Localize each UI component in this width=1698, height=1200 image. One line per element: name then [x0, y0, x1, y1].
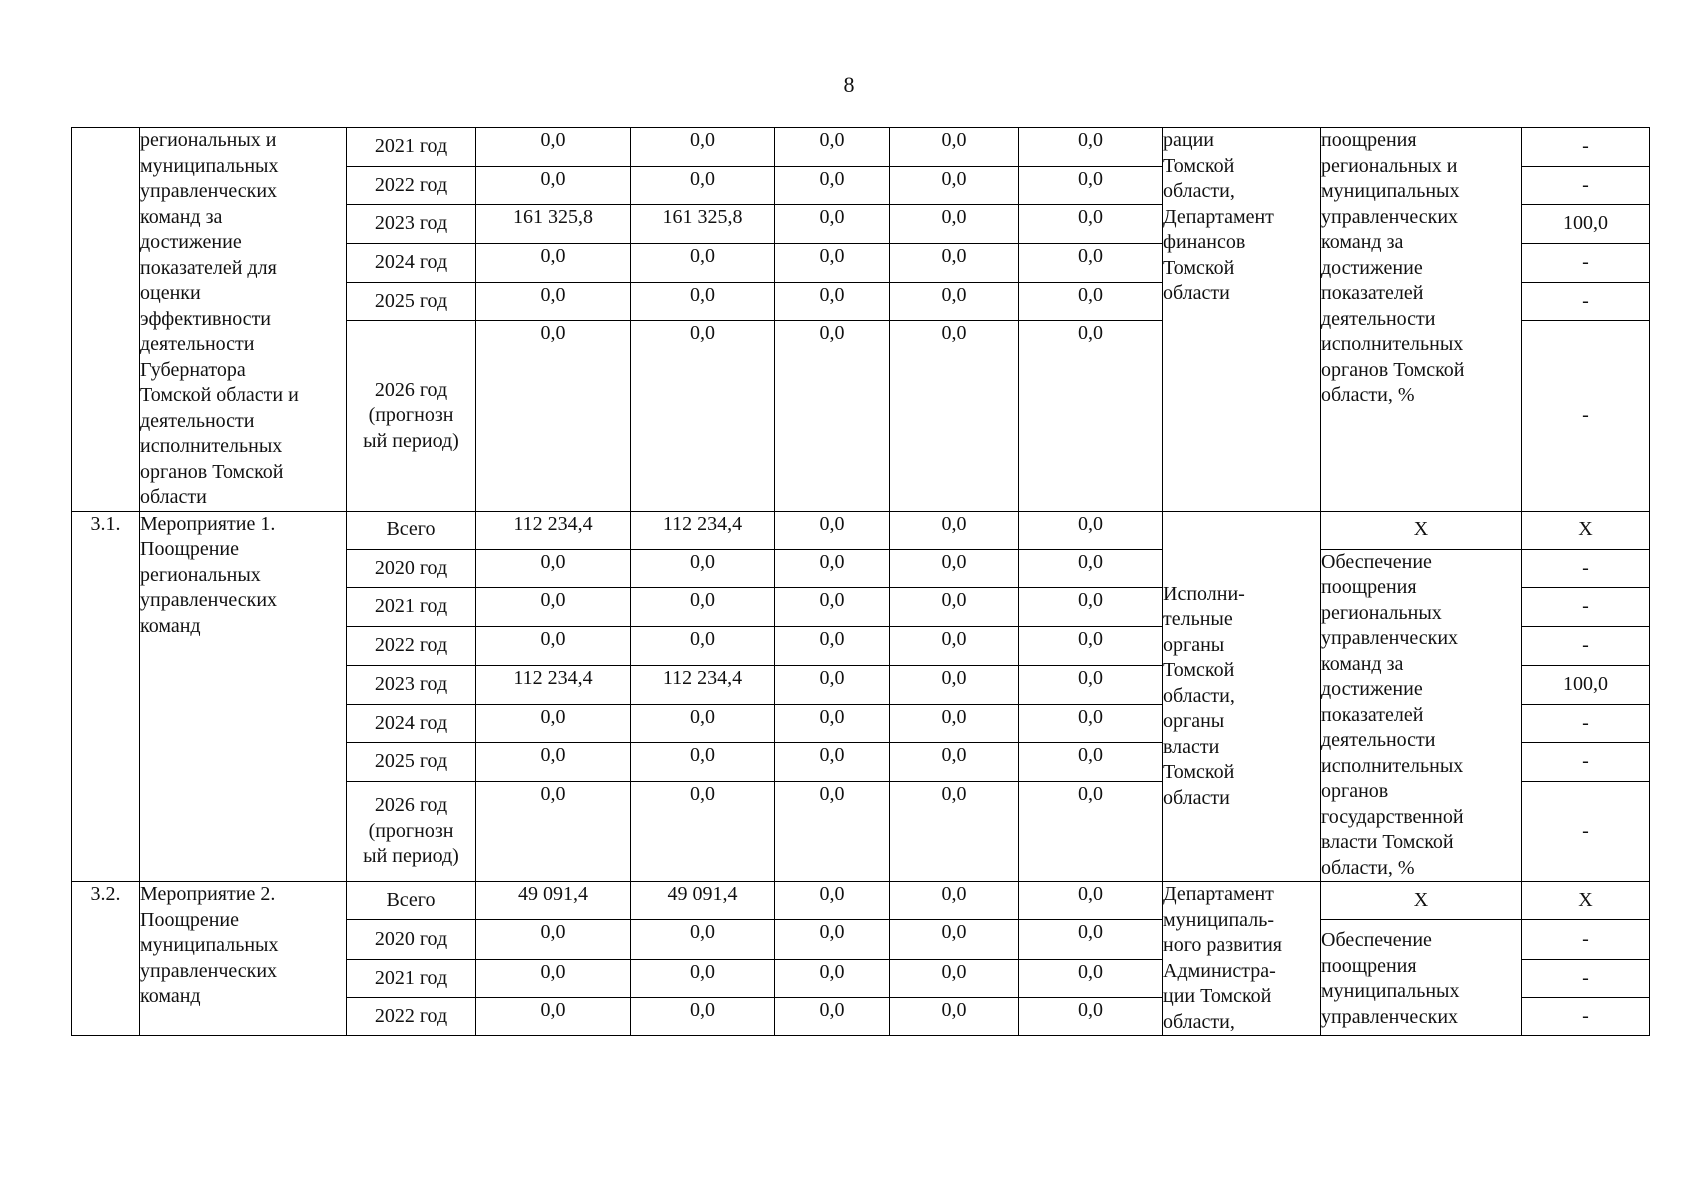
budget-cell: 0,0 [775, 128, 890, 167]
budget-cell: 0,0 [1019, 882, 1163, 920]
budget-cell: 0,0 [775, 549, 890, 588]
budget-cell: 0,0 [631, 960, 775, 998]
period-cell: 2021 год [347, 128, 476, 167]
table-row [72, 882, 1650, 920]
budget-cell: 0,0 [1019, 920, 1163, 960]
total-cell: 0,0 [476, 282, 631, 321]
budget-cell: 0,0 [775, 782, 890, 882]
budget-cell: 0,0 [631, 128, 775, 167]
total-cell: 0,0 [476, 920, 631, 960]
indicator-header: Х [1321, 511, 1522, 549]
budget-cell: 0,0 [890, 665, 1019, 704]
table-row [72, 511, 1650, 549]
total-cell: 49 091,4 [476, 882, 631, 920]
indicator-value: - [1522, 920, 1650, 960]
budget-cell: 0,0 [1019, 166, 1163, 205]
budget-cell: 0,0 [890, 960, 1019, 998]
total-cell: 0,0 [476, 321, 631, 511]
total-cell: 0,0 [476, 243, 631, 282]
budget-cell: 0,0 [775, 743, 890, 782]
budget-table [71, 127, 1650, 1036]
budget-cell: 0,0 [631, 627, 775, 666]
executor-cell: Исполни- тельные органы Томской области, органы власти Томской области [1163, 511, 1321, 882]
budget-cell: 0,0 [631, 321, 775, 511]
indicator-header-value: Х [1522, 882, 1650, 920]
budget-cell: 0,0 [1019, 960, 1163, 998]
budget-cell: 0,0 [775, 166, 890, 205]
period-cell: 2022 год [347, 627, 476, 666]
section-index: 3.1. [72, 511, 140, 882]
budget-cell: 0,0 [1019, 321, 1163, 511]
indicator-value: 100,0 [1522, 665, 1650, 704]
period-cell: 2025 год [347, 282, 476, 321]
budget-cell: 49 091,4 [631, 882, 775, 920]
budget-cell: 0,0 [890, 282, 1019, 321]
budget-cell: 0,0 [1019, 665, 1163, 704]
budget-cell: 0,0 [631, 166, 775, 205]
indicator-header-value: Х [1522, 511, 1650, 549]
budget-cell: 0,0 [775, 665, 890, 704]
budget-cell: 0,0 [631, 588, 775, 627]
budget-cell: 0,0 [631, 782, 775, 882]
budget-cell: 0,0 [890, 920, 1019, 960]
budget-cell: 0,0 [1019, 511, 1163, 549]
budget-cell: 0,0 [775, 282, 890, 321]
indicator-value: - [1522, 782, 1650, 882]
total-cell: 0,0 [476, 960, 631, 998]
budget-cell: 0,0 [631, 243, 775, 282]
budget-cell: 0,0 [775, 998, 890, 1036]
total-cell: 161 325,8 [476, 205, 631, 244]
budget-cell: 0,0 [890, 128, 1019, 167]
period-cell: 2020 год [347, 549, 476, 588]
total-cell: 0,0 [476, 743, 631, 782]
budget-cell: 0,0 [631, 704, 775, 743]
indicator-value: - [1522, 627, 1650, 666]
indicator-cell: поощрения региональных и муниципальных управленческих команд за достижение показателей деятельности исполнительных органов Томской области, % [1321, 128, 1522, 512]
period-cell: 2022 год [347, 998, 476, 1036]
budget-cell: 0,0 [1019, 205, 1163, 244]
budget-cell: 0,0 [1019, 627, 1163, 666]
budget-cell: 0,0 [631, 549, 775, 588]
total-cell: 0,0 [476, 588, 631, 627]
budget-cell: 0,0 [890, 743, 1019, 782]
budget-cell: 0,0 [1019, 243, 1163, 282]
budget-cell: 0,0 [775, 882, 890, 920]
table-row [72, 128, 1650, 167]
period-cell: 2020 год [347, 920, 476, 960]
period-cell: Всего [347, 882, 476, 920]
budget-cell: 0,0 [775, 920, 890, 960]
budget-cell: 0,0 [1019, 998, 1163, 1036]
budget-cell: 0,0 [1019, 282, 1163, 321]
section-index: 3.2. [72, 882, 140, 1036]
total-cell: 0,0 [476, 128, 631, 167]
budget-cell: 0,0 [775, 704, 890, 743]
period-cell: 2026 год (прогнозн ый период) [347, 782, 476, 882]
budget-cell: 0,0 [890, 205, 1019, 244]
budget-cell: 0,0 [890, 243, 1019, 282]
total-cell: 0,0 [476, 782, 631, 882]
total-cell: 0,0 [476, 549, 631, 588]
budget-cell: 112 234,4 [631, 511, 775, 549]
period-cell: 2023 год [347, 205, 476, 244]
total-cell: 0,0 [476, 166, 631, 205]
total-cell: 0,0 [476, 998, 631, 1036]
executor-cell: рации Томской области, Департамент финансов Томской области [1163, 128, 1321, 512]
budget-cell: 0,0 [775, 627, 890, 666]
period-cell: 2024 год [347, 704, 476, 743]
budget-cell: 0,0 [890, 998, 1019, 1036]
indicator-value: - [1522, 998, 1650, 1036]
executor-cell: Департамент муниципаль- ного развития Администра- ции Томской области, [1163, 882, 1321, 1036]
section-name: Мероприятие 1. Поощрение региональных управленческих команд [140, 511, 347, 882]
total-cell: 0,0 [476, 627, 631, 666]
budget-cell: 0,0 [775, 243, 890, 282]
section-name: региональных и муниципальных управленческих команд за достижение показателей для оценки эффективности деятельности Губернатора Томской области и деятельности исполнительных органов Томской области [140, 128, 347, 512]
budget-cell: 0,0 [1019, 743, 1163, 782]
period-cell: 2021 год [347, 588, 476, 627]
budget-cell: 0,0 [890, 627, 1019, 666]
budget-cell: 0,0 [1019, 588, 1163, 627]
indicator-value: - [1522, 321, 1650, 511]
budget-cell: 161 325,8 [631, 205, 775, 244]
budget-cell: 0,0 [775, 205, 890, 244]
budget-cell: 112 234,4 [631, 665, 775, 704]
period-cell: 2023 год [347, 665, 476, 704]
period-cell: 2026 год (прогнозн ый период) [347, 321, 476, 511]
budget-cell: 0,0 [890, 704, 1019, 743]
indicator-value: - [1522, 243, 1650, 282]
budget-cell: 0,0 [775, 588, 890, 627]
indicator-value: - [1522, 166, 1650, 205]
total-cell: 112 234,4 [476, 511, 631, 549]
budget-cell: 0,0 [890, 782, 1019, 882]
budget-cell: 0,0 [890, 588, 1019, 627]
indicator-value: - [1522, 960, 1650, 998]
indicator-value: - [1522, 282, 1650, 321]
period-cell: 2022 год [347, 166, 476, 205]
budget-cell: 0,0 [631, 743, 775, 782]
budget-cell: 0,0 [890, 882, 1019, 920]
section-name: Мероприятие 2. Поощрение муниципальных управленческих команд [140, 882, 347, 1036]
budget-cell: 0,0 [775, 321, 890, 511]
page-number: 8 [843, 72, 855, 97]
period-cell: Всего [347, 511, 476, 549]
indicator-cell: Обеспечение поощрения муниципальных управленческих [1321, 920, 1522, 1036]
indicator-cell: Обеспечение поощрения региональных управленческих команд за достижение показателей деятельности исполнительных органов государственной власти Томской области, % [1321, 549, 1522, 882]
indicator-value: - [1522, 743, 1650, 782]
budget-cell: 0,0 [890, 511, 1019, 549]
budget-cell: 0,0 [775, 960, 890, 998]
budget-cell: 0,0 [1019, 549, 1163, 588]
total-cell: 112 234,4 [476, 665, 631, 704]
budget-cell: 0,0 [631, 998, 775, 1036]
indicator-value: - [1522, 704, 1650, 743]
section-index [72, 128, 140, 512]
budget-cell: 0,0 [1019, 128, 1163, 167]
budget-cell: 0,0 [1019, 704, 1163, 743]
period-cell: 2021 год [347, 960, 476, 998]
budget-cell: 0,0 [890, 549, 1019, 588]
budget-cell: 0,0 [1019, 782, 1163, 882]
budget-cell: 0,0 [631, 920, 775, 960]
period-cell: 2025 год [347, 743, 476, 782]
indicator-value: 100,0 [1522, 205, 1650, 244]
indicator-header: Х [1321, 882, 1522, 920]
budget-cell: 0,0 [631, 282, 775, 321]
indicator-value: - [1522, 549, 1650, 588]
indicator-value: - [1522, 128, 1650, 167]
budget-cell: 0,0 [890, 321, 1019, 511]
period-cell: 2024 год [347, 243, 476, 282]
budget-cell: 0,0 [890, 166, 1019, 205]
indicator-value: - [1522, 588, 1650, 627]
total-cell: 0,0 [476, 704, 631, 743]
budget-cell: 0,0 [775, 511, 890, 549]
